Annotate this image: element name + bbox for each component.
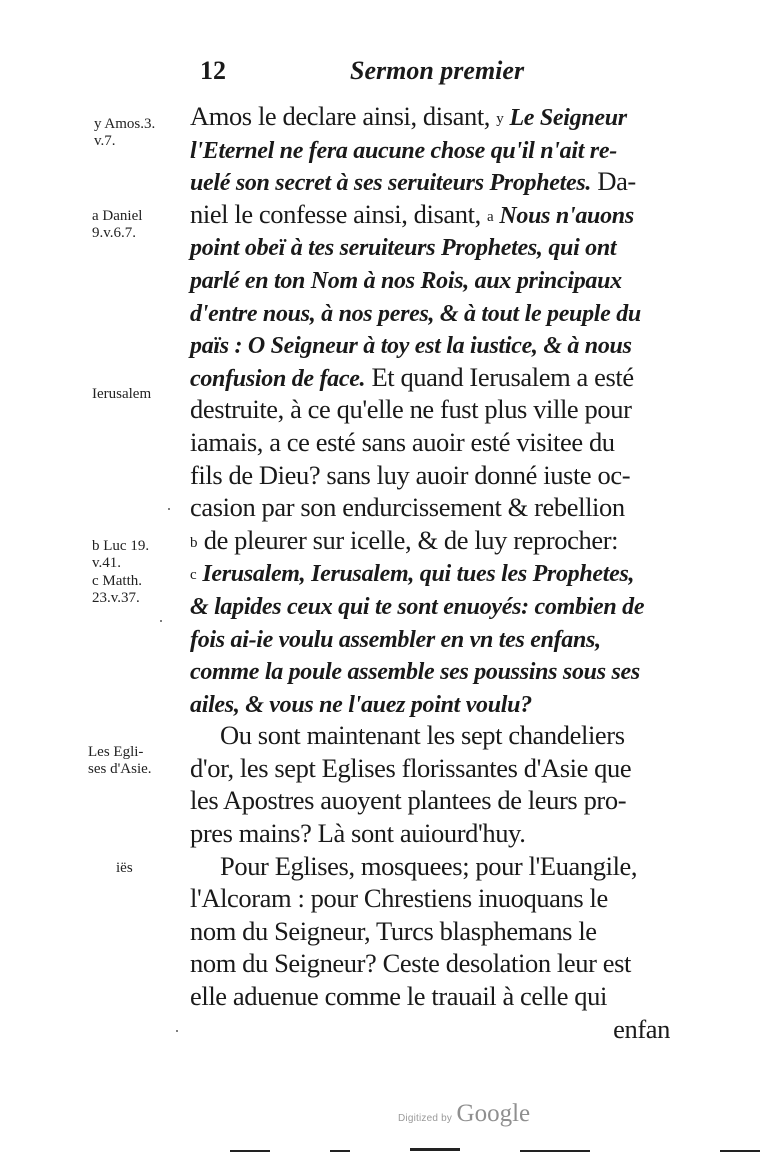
text-line	[190, 1013, 690, 1046]
text-line	[190, 654, 690, 687]
body-text: Amos le declare ainsi, disant,	[190, 101, 497, 131]
running-title: Sermon premier	[350, 56, 525, 85]
body-text: de pleurer sur icelle, & de luy reprocher:	[197, 524, 619, 555]
text-line	[190, 719, 690, 752]
body-text: l'Alcoram : pour Chrestiens inuoquans le	[190, 883, 608, 914]
text-line	[190, 328, 690, 361]
body-text: nom du Seigneur, Turcs blasphemans le	[190, 915, 597, 946]
text-line	[190, 556, 690, 589]
text-line	[190, 393, 690, 426]
quoted-text: confusion de face.	[190, 365, 366, 392]
scan-mark	[230, 1150, 270, 1152]
scan-speck	[160, 620, 162, 622]
digitized-watermark	[398, 1100, 530, 1128]
text-line	[190, 850, 690, 883]
scan-mark	[330, 1150, 350, 1152]
text-line	[190, 752, 690, 785]
digitized-label: Digitized by	[398, 1113, 453, 1124]
note-marker: c	[190, 567, 197, 584]
quoted-text: point obeï à tes seruiteurs Prophetes, qui ont	[190, 235, 617, 262]
text-line	[190, 263, 690, 296]
text-line	[190, 133, 690, 166]
body-text: pres mains? Là sont auiourd'huy.	[190, 818, 526, 849]
text-line	[190, 426, 690, 459]
google-logo: Google	[456, 1100, 531, 1127]
quoted-text: fois ai-ie voulu assembler en vn tes enfans,	[190, 626, 601, 653]
text-line	[190, 980, 690, 1013]
body-text: nom du Seigneur? Ceste desolation leur est	[190, 948, 631, 979]
main-text	[190, 100, 690, 1045]
page-header	[200, 56, 680, 90]
margin-note-amos: y Amos.3. v.7.	[94, 116, 156, 149]
scan-speck	[176, 1030, 178, 1032]
margin-note-ies: iës	[116, 860, 133, 876]
note-marker: b	[190, 534, 198, 551]
text-line	[190, 491, 690, 524]
body-text: enfan	[613, 1013, 670, 1044]
text-line	[190, 296, 690, 329]
quoted-text: uelé son secret à ses seruiteurs Prophetes.	[190, 170, 592, 197]
quoted-text: d'entre nous, à nos peres, & à tout le peuple du	[190, 300, 641, 327]
text-line	[190, 361, 690, 394]
body-text: Da-	[591, 166, 636, 197]
quoted-text: ailes, & vous ne l'auez point voulu?	[190, 691, 532, 718]
text-line	[190, 589, 690, 622]
margin-note-matth: c Matth. 23.v.37.	[92, 573, 142, 606]
text-line	[190, 817, 690, 850]
quoted-text: Nous n'auons	[493, 202, 634, 229]
scan-mark	[720, 1150, 760, 1152]
quoted-text: & lapides ceux qui te sont enuoyés: combien de	[190, 593, 645, 620]
scan-mark	[520, 1150, 590, 1152]
quoted-text: parlé en ton Nom à nos Rois, aux principaux	[190, 267, 622, 294]
quoted-text: Ierusalem, Ierusalem, qui tues les Prophetes,	[196, 561, 635, 588]
page-number: 12	[200, 56, 226, 85]
text-line	[190, 784, 690, 817]
text-line	[190, 687, 690, 720]
text-line	[190, 915, 690, 948]
body-text: casion par son endurcissement & rebellion	[190, 492, 625, 523]
body-text: elle aduenue comme le trauail à celle qui	[190, 981, 607, 1012]
quoted-text: Le Seigneur	[503, 105, 627, 131]
quoted-text: l'Eternel ne fera aucune chose qu'il n'ait re-	[190, 137, 617, 164]
body-text: Pour Eglises, mosquees; pour l'Euangile,	[220, 850, 638, 881]
body-text: destruite, à ce qu'elle ne fust plus ville pour	[190, 394, 632, 425]
body-text: Et quand Ierusalem a esté	[365, 361, 634, 392]
text-line	[190, 100, 690, 133]
note-marker: y	[496, 111, 504, 127]
body-text: Ou sont maintenant les sept chandeliers	[220, 720, 625, 751]
scan-mark	[410, 1148, 460, 1151]
body-text: d'or, les sept Eglises florissantes d'Asie que	[190, 752, 632, 783]
text-line	[190, 524, 690, 557]
text-line	[190, 459, 690, 492]
text-line	[190, 230, 690, 263]
text-line	[190, 947, 690, 980]
margin-note-ierusalem: Ierusalem	[92, 386, 152, 402]
note-marker: a	[487, 208, 494, 225]
text-line	[190, 882, 690, 915]
margin-note-luc: b Luc 19. v.41.	[92, 538, 150, 571]
text-line	[190, 198, 690, 231]
body-text: les Apostres auoyent plantees de leurs pro-	[190, 785, 627, 816]
body-text: iamais, a ce esté sans auoir esté visitee du	[190, 426, 615, 457]
quoted-text: comme la poule assemble ses poussins sous ses	[190, 659, 640, 686]
margin-note-daniel: a Daniel 9.v.6.7.	[92, 208, 143, 241]
quoted-text: païs : O Seigneur à toy est la iustice, & à nous	[190, 333, 632, 360]
body-text: fils de Dieu? sans luy auoir donné iuste oc-	[190, 459, 631, 490]
margin-note-eglises: Les Egli- ses d'Asie.	[88, 744, 152, 777]
text-line	[190, 165, 690, 198]
text-line	[190, 622, 690, 655]
scan-speck	[168, 508, 170, 510]
body-text: niel le confesse ainsi, disant,	[190, 198, 488, 229]
